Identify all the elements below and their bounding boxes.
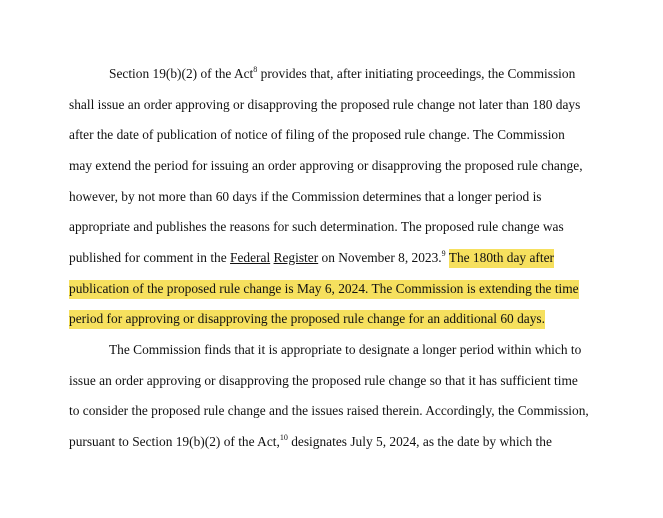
paragraph-1-line-2: shall issue an order approving or disapproving the proposed rule change not later than 180 days: [69, 97, 581, 112]
footnote-ref-9[interactable]: 9: [441, 249, 446, 258]
footnote-ref-8[interactable]: 8: [253, 65, 258, 74]
paragraph-1-line-1: Section 19(b)(2) of the Act$^8$ provides that, after initiating proceedings, the Commission: [109, 65, 576, 81]
highlighted-text: publication of the proposed rule change is May 6, 2024. The Commission is extending the time: [69, 280, 579, 299]
paragraph-1-line-8: [69, 281, 579, 297]
highlighted-text: period for approving or disapproving the proposed rule change for an additional 60 days.: [69, 310, 545, 329]
paragraph-1-line-3: after the date of publication of notice of filing of the proposed rule change. The Commission: [69, 127, 565, 142]
highlighted-text: The 180th day after: [449, 249, 554, 268]
paragraph-1-line-5: however, by not more than 60 days if the Commission determines that a longer period is: [69, 189, 542, 204]
register-underlined: Register: [273, 250, 319, 265]
paragraph-2-line-4: pursuant to Section 19(b)(2) of the Act,$^{10}$ designates July 5, 2024, as the date by which the: [69, 433, 552, 449]
federal-register-underlined: Federal: [230, 250, 271, 265]
paragraph-2-line-3: to consider the proposed rule change and the issues raised therein. Accordingly, the Commission,: [69, 403, 589, 418]
paragraph-1-line-7: published for comment in the Federal Register on November 8, 2023.$^9$ The 180th day after: [69, 250, 554, 266]
footnote-ref-10[interactable]: 10: [279, 433, 288, 442]
paragraph-1-line-6: appropriate and publishes the reasons for such determination. The proposed rule change was: [69, 219, 564, 234]
paragraph-1-line-4: may extend the period for issuing an order approving or disapproving the proposed rule change,: [69, 158, 583, 173]
paragraph-2-line-1: The Commission finds that it is appropriate to designate a longer period within which to: [109, 342, 582, 357]
paragraph-2-line-2: issue an order approving or disapproving the proposed rule change so that it has sufficient time: [69, 373, 578, 388]
paragraph-1-line-9: [69, 311, 545, 327]
